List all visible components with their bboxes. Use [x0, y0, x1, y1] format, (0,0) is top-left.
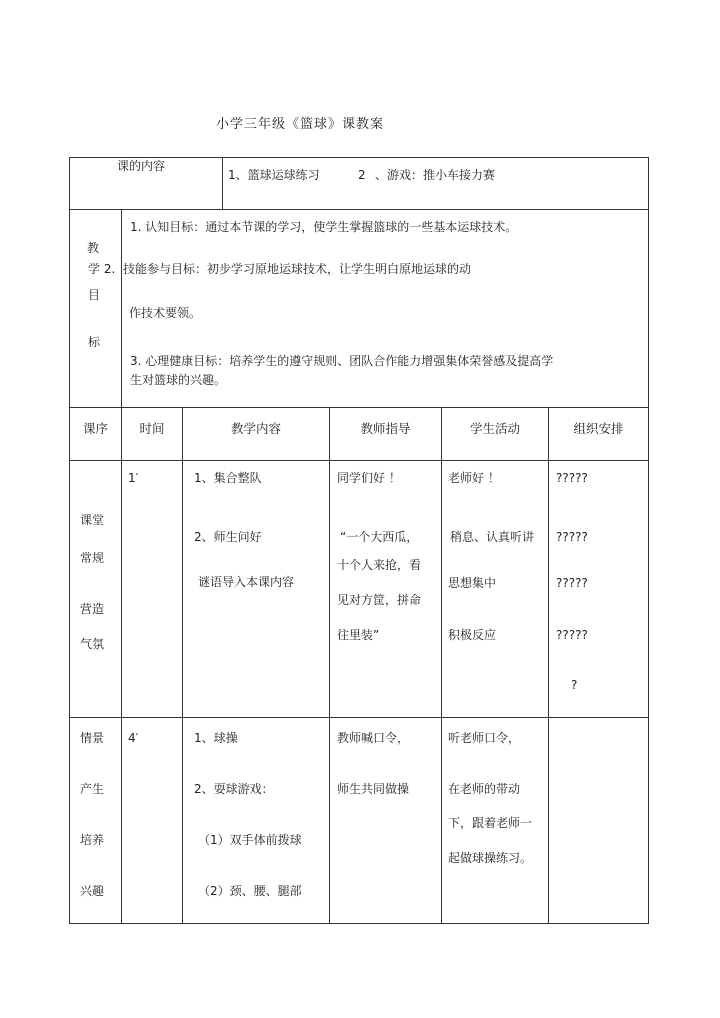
section1-student-1: 老师好 ！ — [448, 471, 500, 485]
col-divider-content — [329, 407, 330, 924]
section1-content-3: 谜语导入本课内容 — [198, 575, 295, 589]
objectives-label-char-4: 标 — [88, 335, 101, 349]
section1-org-5: ? — [571, 678, 578, 692]
section1-teacher-2: “一个大西瓜， — [340, 530, 419, 544]
section1-teacher-1: 同学们好 ！ — [337, 471, 401, 485]
objectives-label-char-1: 教 — [87, 241, 100, 255]
table-border-right — [648, 157, 649, 924]
objective-line-1: 1. 认知目标：通过本节课的学习，使学生掌握篮球的一些基本运球技术。 — [130, 220, 518, 234]
row-divider-header — [69, 460, 649, 461]
objective-line-4: 3. 心理健康目标：培养学生的遵守规则、团队合作能力增强集体荣誉感及提高学 — [130, 354, 554, 368]
section1-label-1: 课堂 — [80, 513, 105, 527]
header-teacher: 教师指导 — [360, 421, 411, 436]
header-seq: 课序 — [82, 421, 108, 436]
content-item-2: 、游戏：推小车接力赛 — [375, 168, 496, 182]
section1-content-1: 1、集合整队 — [194, 471, 262, 485]
objectives-label-char-2: 学 2. — [88, 262, 116, 276]
section1-label-2: 常规 — [80, 551, 105, 565]
section1-teacher-5: 往里装” — [337, 628, 380, 642]
col-divider-content-label — [222, 157, 223, 210]
section2-label-2: 产生 — [80, 782, 105, 796]
section2-content-1: 1、球操 — [194, 731, 238, 745]
section1-org-4: ????? — [556, 628, 588, 642]
header-student: 学生活动 — [469, 421, 520, 436]
row-divider-objectives — [69, 407, 649, 408]
row-divider-content — [69, 209, 649, 210]
content-row-label: 课的内容 — [117, 159, 166, 173]
section2-teacher-1: 教师喊口令， — [337, 731, 410, 745]
content-item-2-number: 2 — [358, 168, 366, 182]
section2-student-2: 在老师的带动 — [448, 782, 521, 796]
section2-teacher-2: 师生共同做操 — [337, 782, 410, 796]
col-divider-seq — [121, 407, 122, 924]
section2-content-4: （2）颈、腰、腿部 — [198, 884, 302, 898]
section1-teacher-3: 十个人来抢，看 — [337, 558, 422, 572]
section1-teacher-4: 见对方筐，拼命 — [337, 593, 422, 607]
section2-content-2: 2、耍球游戏： — [194, 782, 274, 796]
objective-line-3: 作技术要领。 — [129, 306, 202, 320]
section2-student-3: 下，跟着老师一 — [448, 816, 533, 830]
section1-label-4: 气氛 — [80, 637, 105, 651]
page-title: 小学三年级《篮球》课教案 — [215, 117, 384, 132]
section1-org-2: ????? — [556, 530, 588, 544]
header-org: 组织安排 — [573, 421, 624, 436]
table-border-top — [69, 157, 649, 158]
objectives-label-char-3: 目 — [88, 288, 101, 302]
section1-label-3: 营造 — [80, 602, 105, 616]
section2-student-1: 听老师口令， — [448, 731, 521, 745]
section1-org-1: ????? — [556, 471, 588, 485]
section1-time: 1′ — [128, 471, 139, 485]
section2-student-4: 起做球操练习。 — [448, 851, 533, 865]
row-divider-section1 — [69, 717, 649, 718]
table-border-left — [69, 157, 70, 924]
section1-content-2: 2、师生问好 — [194, 530, 262, 544]
section2-label-1: 情景 — [80, 731, 105, 745]
col-divider-teacher — [441, 407, 442, 924]
content-item-1: 1、篮球运球练习 — [228, 168, 320, 182]
section2-label-3: 培养 — [80, 833, 105, 847]
col-divider-objectives-label — [121, 209, 122, 408]
section2-time: 4′ — [128, 731, 139, 745]
header-content: 教学内容 — [230, 421, 281, 436]
objective-line-2: 技能参与目标：初步学习原地运球技术，让学生明白原地运球的动 — [123, 262, 472, 276]
col-divider-student — [548, 407, 549, 924]
objective-line-5: 生对篮球的兴趣。 — [130, 373, 227, 387]
table-border-bottom — [69, 923, 649, 924]
section2-content-3: （1）双手体前拨球 — [198, 833, 302, 847]
section1-org-3: ????? — [556, 576, 588, 590]
section1-student-3: 思想集中 — [448, 576, 497, 590]
section1-student-4: 积极反应 — [448, 628, 497, 642]
section1-student-2: 稍息、认真听讲 — [450, 530, 535, 544]
section2-label-4: 兴趣 — [80, 884, 105, 898]
header-time: 时间 — [139, 421, 165, 436]
col-divider-time — [182, 407, 183, 924]
